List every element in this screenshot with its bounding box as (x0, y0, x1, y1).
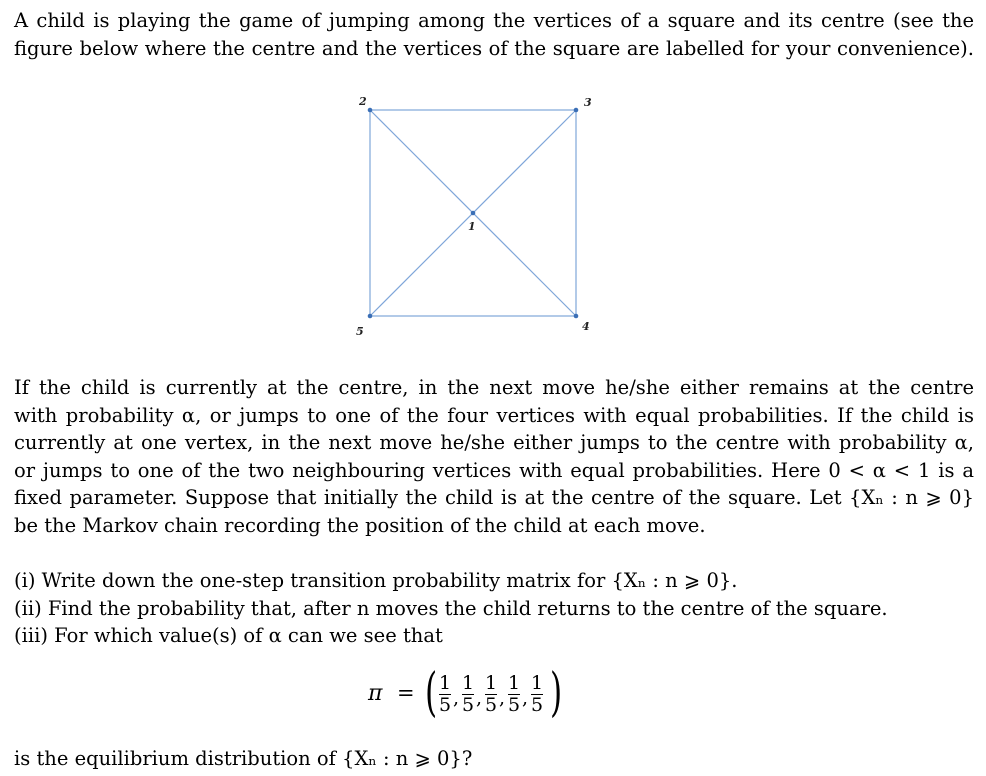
fraction-3-numerator: 1 (484, 672, 498, 694)
label-bottom-right: 4 (582, 320, 590, 333)
point-bottom-right (574, 314, 579, 319)
left-parenthesis: ( (425, 663, 438, 723)
fraction-3-denominator: 5 (484, 694, 498, 716)
fraction-2-denominator: 5 (461, 694, 475, 716)
point-bottom-left (368, 314, 373, 319)
fraction-1 (438, 673, 452, 715)
fraction-5 (530, 673, 544, 715)
fraction-4-denominator: 5 (507, 694, 521, 716)
point-centre (471, 211, 476, 216)
label-top-right: 3 (584, 96, 592, 109)
intro-paragraph (14, 7, 974, 62)
rules-paragraph (14, 374, 974, 539)
point-top-left (368, 108, 373, 113)
fraction-2 (461, 673, 475, 715)
fraction-3 (484, 673, 498, 715)
question-2: (ii) Find the probability that, after n moves the child returns to the centre of the square. (14, 596, 888, 620)
pi-symbol: π (368, 681, 383, 706)
label-top-left: 2 (359, 95, 367, 108)
equals-sign: = (397, 681, 415, 705)
fraction-1-denominator: 5 (438, 694, 452, 716)
square-figure (340, 88, 610, 338)
fraction-5-numerator: 1 (530, 672, 544, 694)
label-centre: 1 (468, 220, 476, 233)
question-3: (iii) For which value(s) of α can we see that (14, 624, 443, 647)
fraction-1-numerator: 1 (438, 672, 452, 694)
fraction-5-denominator: 5 (530, 694, 544, 716)
fraction-4 (507, 673, 521, 715)
question-1: (i) Write down the one-step transition probability matrix for {Xₙ : n ⩾ 0}. (14, 569, 738, 592)
rules-line-5: fixed parameter. Suppose that initially the child is at the centre of the square. Let {Xₙ : n ⩾ 0} (14, 486, 974, 509)
fraction-2-numerator: 1 (461, 672, 475, 694)
right-parenthesis: ) (550, 663, 563, 723)
closing-line (14, 745, 974, 773)
intro-line-1: A child is playing the game of jumping among the vertices of a square and its centre (see the (14, 9, 974, 32)
rules-line-6: be the Markov chain recording the position of the child at each move. (14, 513, 706, 537)
point-top-right (574, 108, 579, 113)
questions-list (14, 567, 974, 650)
rules-line-4: or jumps to one of the two neighbouring vertices with equal probabilities. Here 0 < α < 1 is a (14, 458, 974, 482)
intro-line-2: figure below where the centre and the vertices of the square are labelled for your convenience). (14, 36, 974, 60)
rules-line-1: If the child is currently at the centre, in the next move he/she either remains at the centre (14, 376, 974, 399)
fraction-4-numerator: 1 (507, 672, 521, 694)
rules-line-2: with probability α, or jumps to one of the four vertices with equal probabilities. If the child is (14, 403, 974, 427)
rules-line-3: currently at one vertex, in the next move he/she either jumps to the centre with probability α, (14, 431, 974, 454)
label-bottom-left: 5 (356, 325, 364, 338)
closing-text: is the equilibrium distribution of {Xₙ : n ⩾ 0}? (14, 747, 473, 770)
